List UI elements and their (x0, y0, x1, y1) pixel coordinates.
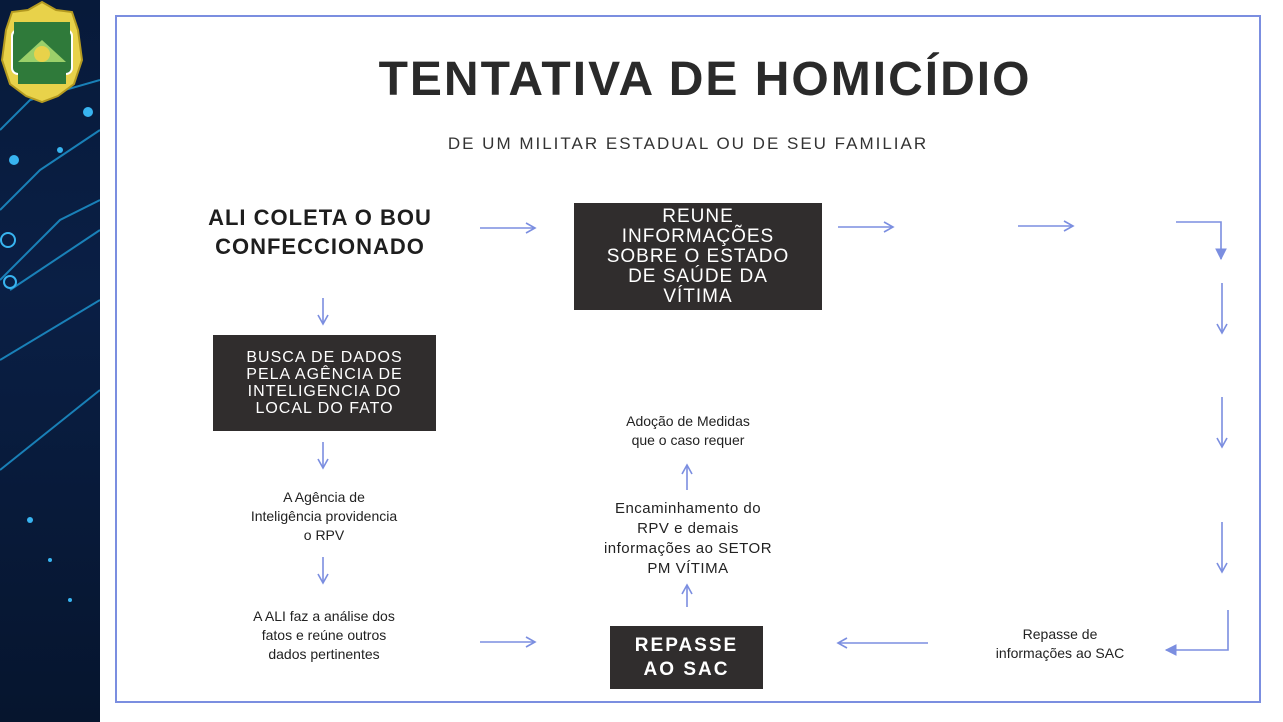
step-busca-line: BUSCA DE DADOS (246, 349, 403, 366)
step-encaminhamento-line: Encaminhamento do (614, 500, 762, 517)
step-encaminhamento-line: RPV e demais (637, 520, 739, 537)
step-agencia-line: o RPV (303, 527, 345, 543)
step-adocao-line: Adoção de Medidas (626, 413, 750, 429)
step-adocao-line: que o caso requer (631, 432, 745, 448)
step-busca-line: LOCAL DO FATO (255, 400, 394, 417)
step-encaminhamento-line: PM VÍTIMA (647, 560, 729, 577)
step-reune-line: INFORMAÇÕES (621, 225, 775, 247)
step-reune-line: REUNE (662, 205, 734, 227)
arrow-corner-down (1176, 222, 1221, 259)
step-analise-line: A ALI faz a análise dos (253, 608, 395, 624)
step-reune-line: DE SAÚDE DA (628, 265, 768, 287)
step-reune-line: SOBRE O ESTADO (606, 245, 790, 267)
step-ali-coleta-line: ALI COLETA O BOU (208, 205, 432, 230)
step-repasse-info-line: Repasse de (1022, 626, 1098, 642)
step-repasse-info-line: informações ao SAC (995, 645, 1125, 661)
step-reune-line: VÍTIMA (663, 285, 733, 307)
page-title: TENTATIVA DE HOMICÍDIO (378, 53, 1032, 106)
step-repasse-sac-line: AO SAC (643, 658, 730, 680)
arrow-corner-left (1166, 610, 1228, 650)
step-encaminhamento-line: informações ao SETOR (603, 540, 773, 557)
step-busca-line: INTELIGENCIA DO (247, 383, 402, 400)
step-agencia-line: Inteligência providencia (250, 508, 398, 524)
step-ali-coleta-line: CONFECCIONADO (215, 234, 425, 259)
page-subtitle: DE UM MILITAR ESTADUAL OU DE SEU FAMILIAR (447, 134, 929, 153)
step-analise-line: fatos e reúne outros (261, 627, 387, 643)
step-repasse-sac-line: REPASSE (634, 634, 739, 656)
step-agencia-line: A Agência de (283, 489, 365, 505)
step-analise-line: dados pertinentes (268, 646, 380, 662)
step-busca-line: PELA AGÊNCIA DE (246, 366, 403, 383)
